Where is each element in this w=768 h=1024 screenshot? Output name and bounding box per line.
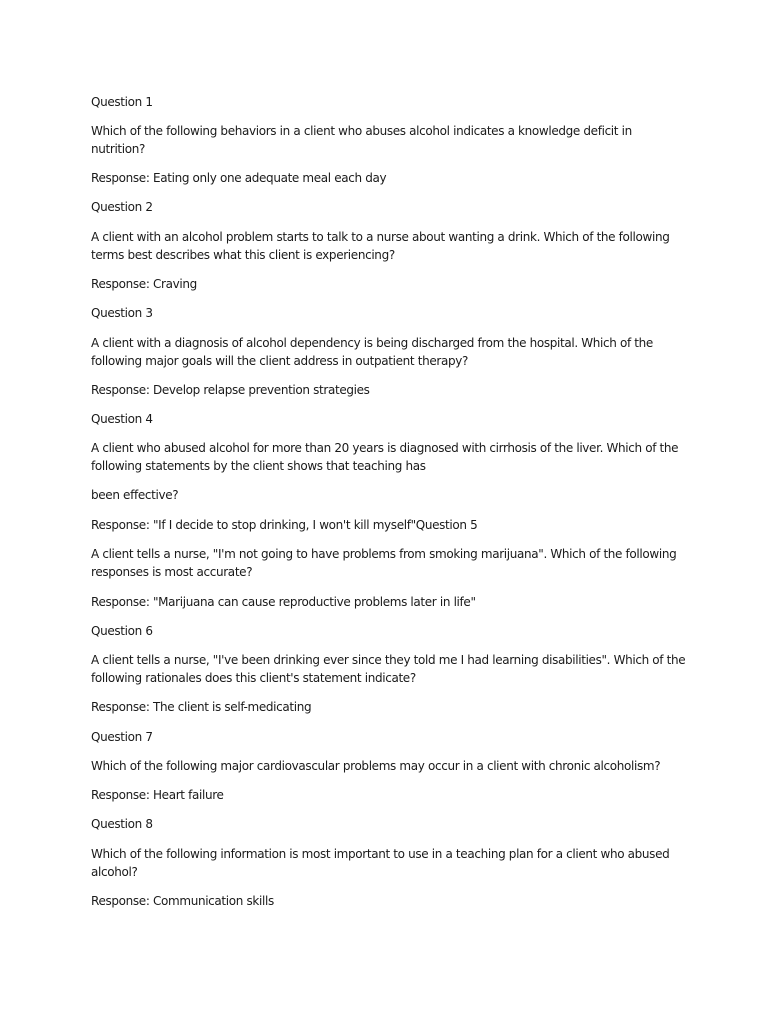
question-3-response: Response: Develop relapse prevention strategies — [91, 383, 370, 397]
question-4-text-line-3: been effective? — [91, 488, 179, 502]
question-6-text-line-2: following rationales does this client's statement indicate? — [91, 671, 416, 685]
question-6-response: Response: The client is self-medicating — [91, 700, 312, 714]
question-6-heading: Question 6 — [91, 624, 153, 638]
question-2-text-line-2: terms best describes what this client is experiencing? — [91, 248, 395, 262]
question-3-heading: Question 3 — [91, 306, 153, 320]
question-4-heading: Question 4 — [91, 412, 153, 426]
question-8-response: Response: Communication skills — [91, 894, 274, 908]
question-8-heading: Question 8 — [91, 817, 153, 831]
question-7-response: Response: Heart failure — [91, 788, 224, 802]
question-1-heading: Question 1 — [91, 95, 153, 109]
question-3-text-line-1: A client with a diagnosis of alcohol dependency is being discharged from the hospital. Which of the — [91, 336, 653, 350]
question-7-text-line-1: Which of the following major cardiovascular problems may occur in a client with chronic alcoholism? — [91, 759, 661, 773]
question-2-heading: Question 2 — [91, 200, 153, 214]
question-1-text-line-2: nutrition? — [91, 142, 146, 156]
question-4-text-line-1: A client who abused alcohol for more than 20 years is diagnosed with cirrhosis of the liver. Which of the — [91, 441, 679, 455]
question-7-heading: Question 7 — [91, 730, 153, 744]
question-1-response: Response: Eating only one adequate meal each day — [91, 171, 387, 185]
question-4-text-line-2: following statements by the client shows that teaching has — [91, 459, 426, 473]
question-6-text-line-1: A client tells a nurse, "I've been drinking ever since they told me I had learning disabilities". Which of the — [91, 653, 686, 667]
question-5-text-line-2: responses is most accurate? — [91, 565, 253, 579]
question-5-text-line-1: A client tells a nurse, "I'm not going to have problems from smoking marijuana". Which of the following — [91, 547, 677, 561]
question-2-response: Response: Craving — [91, 277, 197, 291]
question-3-text-line-2: following major goals will the client address in outpatient therapy? — [91, 354, 469, 368]
question-1-text-line-1: Which of the following behaviors in a client who abuses alcohol indicates a knowledge deficit in — [91, 124, 632, 138]
question-2-text-line-1: A client with an alcohol problem starts to talk to a nurse about wanting a drink. Which of the following — [91, 230, 670, 244]
question-5-response: Response: "Marijuana can cause reproductive problems later in life" — [91, 595, 476, 609]
question-4-response: Response: "If I decide to stop drinking, I won't kill myself"Question 5 — [91, 518, 478, 532]
question-8-text-line-2: alcohol? — [91, 865, 138, 879]
question-8-text-line-1: Which of the following information is most important to use in a teaching plan for a client who abused — [91, 847, 670, 861]
